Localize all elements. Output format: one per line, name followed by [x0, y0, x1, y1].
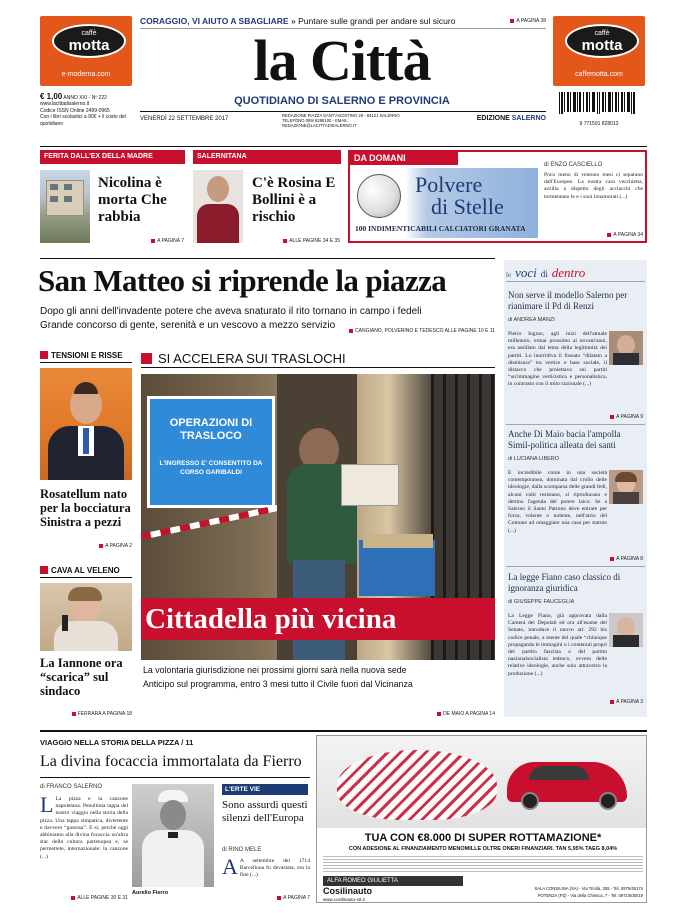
fauceglia-photo	[609, 613, 643, 647]
issn: Codice ISSN Online 2499-0965	[40, 107, 110, 114]
player-photo	[193, 170, 243, 243]
ad-loc-2: POTENZA (PZ) - Via della Chimica, 7 - Tel. 0971/505019	[537, 893, 643, 898]
ad-grille-graphic	[337, 750, 497, 820]
building-photo	[40, 170, 90, 243]
erte-body: A A settembre del 1714 Barcellona fu devastata, era la fine (...)	[222, 858, 310, 879]
teaser-text: Puntare sulle grandi per andare sul sicuro	[298, 16, 456, 26]
pizza-byline: di FRANCO SALERNO	[40, 784, 103, 790]
teaser-arrow-icon: »	[290, 16, 296, 26]
ref-square-icon	[349, 329, 353, 333]
headline-rosatellum[interactable]: Rosatellum nato per la bocciatura Sinistra a pezzi	[40, 487, 131, 529]
kicker-tensioni: TENSIONI E RISSE	[40, 350, 132, 363]
fierro-photo	[132, 784, 214, 887]
bottom-rule	[40, 730, 647, 732]
barcode	[553, 92, 645, 127]
motta-logo: caffè motta	[565, 24, 639, 58]
sign-body: L'INGRESSO E' CONSENTITO DA CORSO GARIBALDI	[159, 460, 263, 476]
kicker-da-domani: DA DOMANI	[350, 152, 458, 165]
pizza-rule	[40, 777, 310, 778]
ref-square-icon	[277, 896, 281, 900]
voci-a2-ref: A PAGINA 8	[508, 556, 643, 562]
pizza-body: L La pizza e la canzone napoletana. Penultima tappa del nostro viaggio nella storia della pizza. Una tappa simpatica, divertente e davvero “gustosa”. E sì, perché oggi abbiniamo alla divina focaccia un'altra star della cultura partenopea e, se permettete, internazionale: la canzone (...)	[40, 796, 128, 860]
ref-square-icon	[610, 557, 614, 561]
ad-model: ALFA ROMEO GIULIETTA	[323, 876, 463, 886]
voci-a3-headline[interactable]: La legge Fiano caso classico di ignoranza giuridica	[508, 572, 621, 593]
erte-byline: di RINO MELE	[222, 847, 262, 853]
iannone-photo	[40, 583, 132, 651]
pizza-kicker: VIAGGIO NELLA STORIA DELLA PIZZA / 11	[40, 738, 194, 747]
ref-square-icon	[437, 712, 441, 716]
voci-a1-ref: A PAGINA 9	[508, 414, 643, 420]
voci-a3-ref: A PAGINA 3	[508, 699, 643, 705]
erte-kicker: L'ERTE VIE	[222, 784, 308, 795]
kicker-square-icon	[40, 351, 48, 359]
ref-square-icon	[607, 233, 611, 237]
football-icon	[357, 174, 401, 218]
sign-title: OPERAZIONI DI TRASLOCO	[169, 417, 253, 442]
promo: Con i libri scolastici a 90€ + il costo del quotidiano	[40, 114, 126, 127]
voci-a3-byline: di GIUSEPPE FAUCEGLIA	[508, 599, 575, 605]
kicker-square-icon	[40, 566, 48, 574]
redazione: REDAZIONE PIAZZA SANT'AGOSTINO 29 - 84121 SALERNO TELEFONO 089/ 9295100 - EMAIL: REDAZIONE@LACITTADISALERNO.IT	[282, 113, 400, 128]
lead-rule	[40, 258, 495, 259]
barcode-digits: 9 771591 828013	[579, 121, 619, 127]
voci-a2-byline: di LUCIANA LIBERO	[508, 456, 560, 462]
headline-iannone[interactable]: La Iannone ora “scarica” sul sindaco	[40, 656, 123, 698]
polvere-title-2: di Stelle	[431, 194, 504, 219]
lead-ref: CANGIANO, POLVERINO E TEDESCO ALLE PAGINE 10 E 11	[335, 328, 495, 334]
ref-square-icon	[283, 239, 287, 243]
kicker-traslochi: SI ACCELERA SUI TRASLOCHI	[141, 350, 495, 368]
trasloco-photo	[141, 374, 495, 660]
ad-dealer: Cosilinauto	[323, 886, 372, 896]
teaser-ref: A PAGINA 38	[516, 18, 546, 24]
lead-headline[interactable]: San Matteo si riprende la piazza	[38, 263, 447, 298]
kicker-square-icon	[141, 353, 152, 364]
ref-rosatellum: A PAGINA 2	[40, 543, 132, 549]
teaser-kicker: CORAGGIO, VI AIUTO A SBAGLIARE	[140, 16, 289, 26]
motta-logo: caffè motta	[52, 24, 126, 58]
alfa-romeo-ad[interactable]	[316, 735, 647, 903]
voci-divider-2	[506, 566, 645, 567]
date: VENERDÌ 22 SETTEMBRE 2017	[140, 116, 229, 122]
erte-ref: A PAGINA 7	[222, 895, 310, 901]
teaser-kicker-salernitana: SALERNITANA	[193, 150, 341, 164]
top-teaser[interactable]	[140, 15, 546, 29]
masthead-subtitle: QUOTIDIANO DI SALERNO E PROVINCIA	[234, 95, 450, 107]
pizza-ref: ALLE PAGINE 30 E 31	[40, 895, 128, 901]
ad-loc-1: SALA CONSILINA (SA) - Via Trinità, 255 - Tel. 0975/45174	[534, 886, 643, 891]
photo-headline[interactable]: Cittadella più vicina	[141, 598, 495, 640]
ref-square-icon	[99, 544, 103, 548]
polvere-sub: 100 INDIMENTICABILI CALCIATORI GRANATA	[355, 224, 526, 233]
dateline-rule-top	[140, 111, 546, 112]
boxes	[341, 464, 399, 506]
ref-square-icon	[71, 896, 75, 900]
ref-iannone: FERRARA A PAGINA 18	[40, 711, 132, 717]
voci-a2-headline[interactable]: Anche Di Maio bacia l'ampolla Simil-politica alleata dei santi	[508, 429, 621, 450]
left-ad-url: e-moderna.com	[61, 71, 111, 78]
voci-logo: le voci di dentro	[506, 264, 645, 282]
lead-deck-2: Grande concorso di gente, serenità e un vescovo a mezzo servizio	[40, 320, 336, 331]
ref-square-icon	[610, 415, 614, 419]
masthead-title: la Città	[253, 28, 431, 93]
ref-square-icon	[510, 19, 514, 23]
price: € 1,00	[40, 92, 63, 101]
ad-fineprint	[323, 856, 643, 872]
kicker-cava: CAVA AL VELENO	[40, 565, 132, 578]
erte-headline[interactable]: Sono assurdi questi silenzi dell'Europa	[222, 799, 308, 824]
polvere-graphic	[353, 168, 538, 238]
ref-nicolina: A PAGINA 7	[98, 238, 184, 244]
libero-photo	[609, 470, 643, 504]
barcode-icon	[553, 92, 645, 116]
edition: EDIZIONE SALERNO	[476, 115, 546, 122]
website: www.lacittadisalerno.it	[40, 101, 90, 108]
center-ref: DE MAIO A PAGINA 14	[370, 711, 495, 717]
voci-divider-1	[506, 424, 645, 425]
byline-casciello: di ENZO CASCIELLO	[544, 162, 603, 168]
ad-headline: TUA CON €8.000 DI SUPER ROTTAMAZIONE*	[364, 832, 602, 844]
issue-number: ANNO XXI - Nº 222	[63, 95, 107, 101]
voci-a2-body: È incredibile come in una società contemporanea, dominata dal crollo delle ideologie, dalla scomparsa delle grandi fedi, alcuni culti resistano, si riproducano e dettino l'agenda del potere laico. Se a Salerno il Santo Patrono deve entrare per forza, volente o nolente, nell'atrio del Comune ad omaggiare una casa per statuto (...)	[508, 470, 607, 534]
politician-photo	[40, 368, 132, 480]
voci-a1-byline: di ANDREA MANZI	[508, 317, 555, 323]
right-ad-url: caffemotta.com	[575, 71, 623, 78]
ref-casciello: A PAGINA 34	[544, 232, 643, 238]
ref-square-icon	[72, 712, 76, 716]
headline-nicolina[interactable]: Nicolina è morta Che rabbia	[98, 175, 167, 225]
pizza-headline[interactable]: La divina focaccia immortalata da Fierro	[40, 753, 302, 770]
ref-square-icon	[151, 239, 155, 243]
trasloco-sign	[147, 396, 275, 508]
polvere-title-1: Polvere	[415, 172, 483, 197]
lead-deck-1: Dopo gli anni dell'invadente potere che aveva snaturato il rito tornano in campo i fedeli	[40, 306, 422, 317]
ref-rosina: ALLE PAGINE 34 E 35	[248, 238, 340, 244]
center-deck-2: Anticipo sul programma, entro 3 mesi tutto il Civile fuori dal Vicinanza	[143, 679, 413, 689]
price-block	[40, 94, 136, 127]
manzi-photo	[609, 331, 643, 365]
ad-dealer-site: www.cosilinauto-srl.it	[323, 897, 365, 902]
center-deck-1: La volontaria giurisdizione nei prossimi giorni sarà nella nuova sede	[143, 665, 407, 675]
right-motta-ad[interactable]	[553, 16, 645, 86]
body-casciello: Poco meno di ventuno mesi ci separano dall'Europeo. La nostra cara vecchietta, azzilla a dispetto degli acciacchi che tormentano le e i suoi innamorati (...)	[544, 172, 643, 200]
teaser-kicker-ferita: FERITA DALL'EX DELLA MADRE	[40, 150, 185, 164]
headline-rosina[interactable]: C'è Rosina E Bollini è a rischio	[252, 175, 336, 225]
dateline	[140, 113, 546, 128]
voci-a1-body: Pietro Ingrao, agli inizi dell'attuale millennio, ormai prossimo ai novant'anni, era assillato dal tema della legittimità dei partiti. Lo inorridiva il fossato “dilatato a dismisura” tra vertice e base sociale, il distacco che proiettava sui partiti “un'immagine verticistica e personalistica, in contrasto con il mito razionale (...)	[508, 331, 607, 388]
voci-a1-headline[interactable]: Non serve il modello Salerno per rianimare il Pd di Renzi	[508, 290, 628, 311]
voci-a3-body: La Legge Fiano, già approvata dalla Camera dei Deputati ed ora all'esame del Senato, introduce il nuovo art. 292 bis codice penale, a mente del quale “chiunque propaganda le immagini o i contenuti propri del partito fascista o del partito nazionalsocialista tedesco, ovvero delle relative ideologie, anche solo attraverso la produzione (...)	[508, 613, 607, 677]
strip-rule	[40, 146, 647, 147]
ad-subline: CON ADESIONE AL FINANZIAMENTO MENOMILLE OLTRE ONERI FINANZIARI. TAN 5,95% TAEG 8,04%	[348, 846, 618, 852]
left-motta-ad[interactable]	[40, 16, 132, 86]
fierro-caption: Aurelio Fierro	[132, 890, 169, 896]
ref-square-icon	[610, 700, 614, 704]
